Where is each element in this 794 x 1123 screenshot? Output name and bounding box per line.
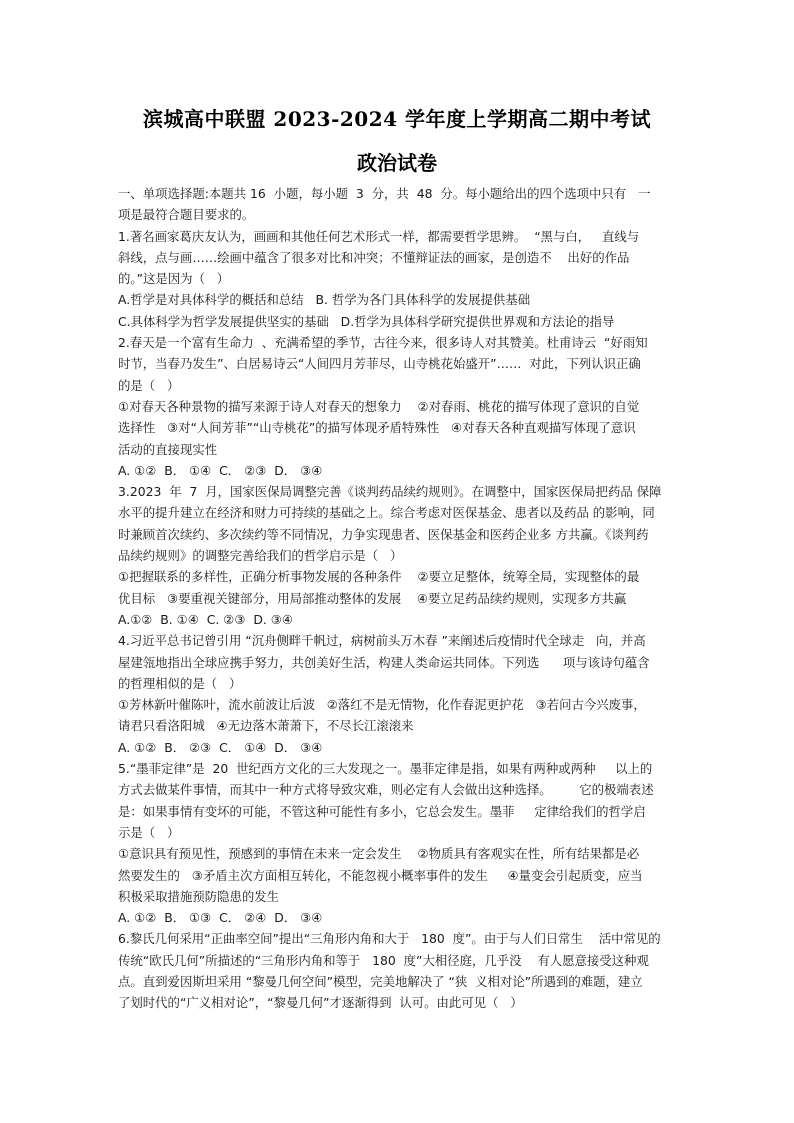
text-line: 了划时代的“广义相对论”，“黎曼几何”才逐渐得到 认可。由此可见（ ）	[118, 995, 523, 1011]
text-line: A. ①② B． ②③ C． ①④ D． ③④	[118, 739, 323, 755]
text-line: C.具体科学为哲学发展提供坚实的基础 D.哲学为具体科学研究提供世界观和方法论的指导	[118, 313, 615, 329]
text-line: A. ①② B． ①③ C． ②④ D． ③④	[118, 910, 323, 926]
text-line: ①芳林新叶催陈叶，流水前波让后波 ②落红不是无情物，化作春泥更护花 ③若问古今兴废事，	[118, 697, 646, 713]
text-line: A.①② B. ①④ C. ②③ D. ③④	[118, 611, 294, 627]
text-line: 的。”这是因为（ ）	[118, 271, 230, 287]
text-line: A.哲学是对具体科学的概括和总结 B. 哲学为各门具体科学的发展提供基础	[118, 292, 531, 308]
text-line: 点。直到爱因斯坦采用 “黎曼几何空间”模型，完美地解决了 “狭 义相对论”所遇到的难题，建立	[118, 973, 643, 989]
text-line: 方式去做某件事情，而其中一种方式将导致灾难，则必定有人会做出这种选择。 它的极端表述	[118, 782, 654, 798]
text-line: 4.习近平总书记曾引用 “沉舟侧畔千帆过，病树前头万木春 ”来阐述后疫情时代全球走 向，并高	[118, 633, 646, 649]
text-line: 积极采取措施预防隐患的发生	[118, 888, 280, 904]
text-line: ①意识具有预见性，预感到的事情在未来一定会发生 ②物质具有客观实在性，所有结果都是必	[118, 846, 640, 862]
text-line: 的是（ ）	[118, 377, 180, 393]
text-line: ①对春天各种景物的描写来源于诗人对春天的想象力 ②对春雨、桃花的描写体现了意识的自觉	[118, 398, 640, 414]
text-line: 然要发生的 ③矛盾主次方面相互转化，不能忽视小概率事件的发生 ④量变会引起质变，应当	[118, 867, 643, 883]
text-line: 2.春天是一个富有生命力 、充满希望的季节，古往今来，很多诗人对其赞美。杜甫诗云 “好雨知	[118, 335, 648, 351]
exam-title: 滨城高中联盟 2023-2024 学年度上学期高二期中考试	[142, 107, 652, 131]
text-line: 斜线，点与画……绘画中蕴含了很多对比和冲突；不懂辩证法的画家，是创造不 出好的作品	[118, 249, 630, 265]
text-line: 6.黎氏几何采用“正曲率空间”提出“三角形内角和大于 180 度”。由于与人们日常生 活中常见的	[118, 931, 661, 947]
question-body	[118, 183, 680, 1014]
text-line: 活动的直接现实性	[118, 441, 218, 457]
text-line: 优目标 ③要重视关键部分，用局部推动整体的发展 ④要立足药品续约规则，实现多方共赢	[118, 590, 627, 606]
text-line: A. ①② B． ①④ C． ②③ D． ③④	[118, 462, 323, 478]
text-line: 选择性 ③对“人间芳菲”“山寺桃花”的描写体现矛盾特殊性 ④对春天各种直观描写体现了意识	[118, 420, 636, 436]
text-line: 一、单项选择题:本题共 16 小题，每小题 3 分，共 48 分。每小题给出的四个选项中只有 一	[118, 186, 651, 201]
text-line: 屋建瓴地指出全球应携手努力，共创美好生活，构建人类命运共同体。下列选 项与该诗句蕴含	[118, 654, 650, 670]
text-line: ①把握联系的多样性，正确分析事物发展的各种条件 ②要立足整体，统筹全局，实现整体的最	[118, 569, 640, 585]
text-line: 3.2023 年 7 月，国家医保局调整完善《谈判药品续约规则》。在调整中，国家医保局把药品 保障	[118, 484, 662, 500]
text-line: 的哲理相似的是（ ）	[118, 675, 242, 691]
text-line: 请君只看洛阳城 ④无边落木萧萧下，不尽长江滚滚来	[118, 718, 414, 734]
text-line: 5.“墨菲定律”是 20 世纪西方文化的三大发现之一。墨菲定律是指，如果有两种或两种 以上的	[118, 761, 653, 777]
text-line: 是：如果事情有变坏的可能，不管这种可能性有多小，它总会发生。墨菲 定律给我们的哲学启	[118, 803, 646, 819]
text-line: 时节，当春乃发生”、白居易诗云“人间四月芳菲尽，山寺桃花始盛开”…… 对此，下列认识正确	[118, 356, 641, 372]
text-line: 示是（ ）	[118, 824, 180, 840]
text-line: 1.著名画家葛庆友认为，画画和其他任何艺术形式一样，都需要哲学思辨。 “黑与白， 直线与	[118, 228, 640, 244]
text-line: 时兼顾首次续约、多次续约等不同情况，力争实现患者、医保基金和医药企业多 方共赢。《谈判药	[118, 526, 649, 542]
text-line: 品续约规则》的调整完善给我们的哲学启示是（ ）	[118, 548, 403, 564]
text-line: 传统“欧氏几何”所描述的“三角形内角和等于 180 度”大相径庭，几乎没 有人愿意接受这种观	[118, 952, 649, 968]
text-line: 项是最符合题目要求的。	[118, 207, 255, 223]
text-line: 水平的提升建立在经济和财力可持续的基础之上。综合考虑对医保基金、患者以及药品 的影响，同	[118, 505, 655, 521]
exam-subtitle: 政治试卷	[357, 151, 437, 175]
